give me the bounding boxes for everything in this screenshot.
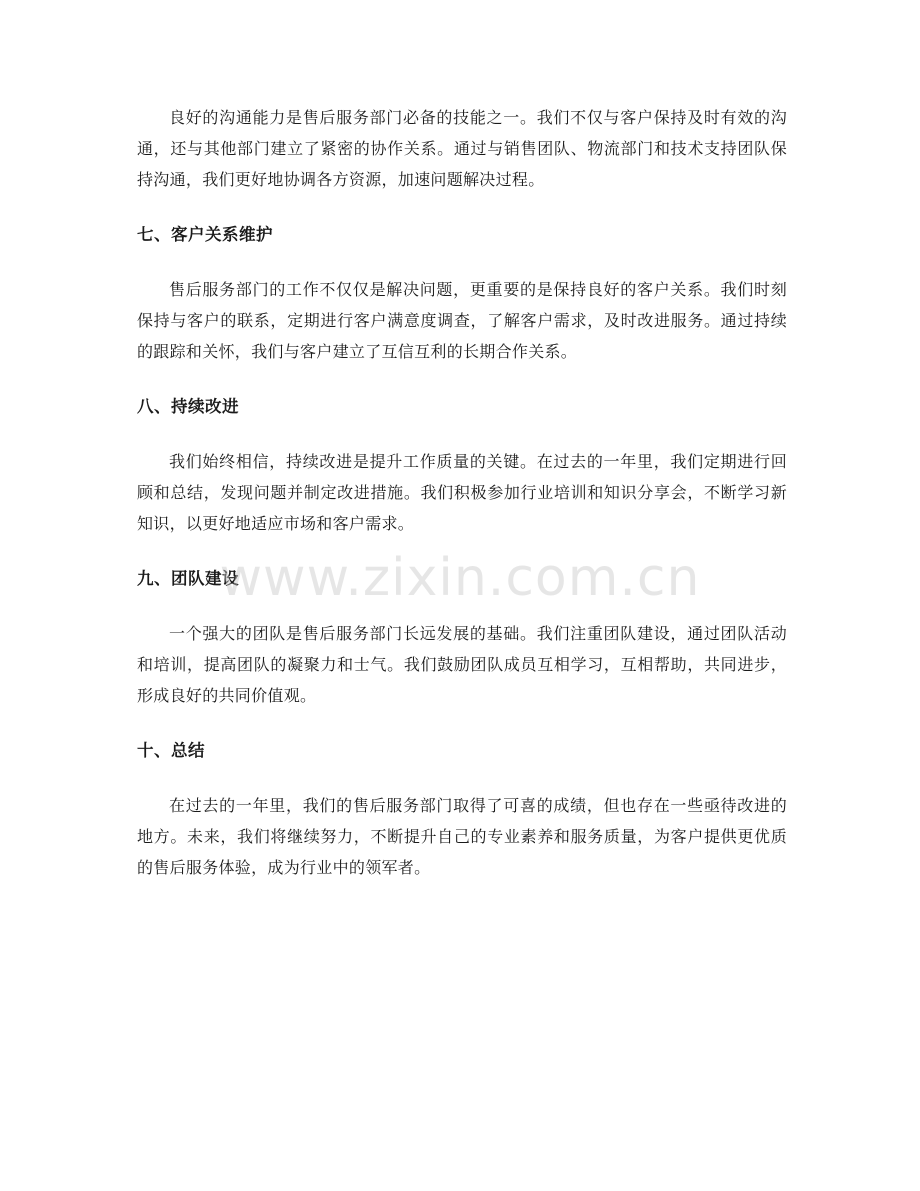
heading-team-building: 九、团队建设 xyxy=(137,569,239,588)
paragraph-customer-relations: 售后服务部门的工作不仅仅是解决问题，更重要的是保持良好的客户关系。我们时刻保持与客户的联系，定期进行客户满意度调查，了解客户需求，及时改进服务。通过持续的跟踪和关怀，我们与客户建立了互信互利的长期合作关系。 xyxy=(137,280,787,361)
heading-summary: 十、总结 xyxy=(137,741,205,760)
paragraph-communication: 良好的沟通能力是售后服务部门必备的技能之一。我们不仅与客户保持及时有效的沟通，还与其他部门建立了紧密的协作关系。通过与销售团队、物流部门和技术支持团队保持沟通，我们更好地协调各方资源，加速问题解决过程。 xyxy=(137,108,787,189)
paragraph-team-building: 一个强大的团队是售后服务部门长远发展的基础。我们注重团队建设，通过团队活动和培训，提高团队的凝聚力和士气。我们鼓励团队成员互相学习，互相帮助，共同进步，形成良好的共同价值观。 xyxy=(137,624,787,705)
heading-customer-relations: 七、客户关系维护 xyxy=(137,225,273,244)
site-watermark: www.zixin.com.cn xyxy=(219,548,701,608)
paragraph-continuous-improvement: 我们始终相信，持续改进是提升工作质量的关键。在过去的一年里，我们定期进行回顾和总结，发现问题并制定改进措施。我们积极参加行业培训和知识分享会，不断学习新知识，以更好地适应市场和客户需求。 xyxy=(137,452,787,533)
document-body xyxy=(137,102,787,883)
paragraph-summary: 在过去的一年里，我们的售后服务部门取得了可喜的成绩，但也存在一些亟待改进的地方。未来，我们将继续努力，不断提升自己的专业素养和服务质量，为客户提供更优质的售后服务体验，成为行业中的领军者。 xyxy=(137,796,787,877)
heading-continuous-improvement: 八、持续改进 xyxy=(137,397,239,416)
